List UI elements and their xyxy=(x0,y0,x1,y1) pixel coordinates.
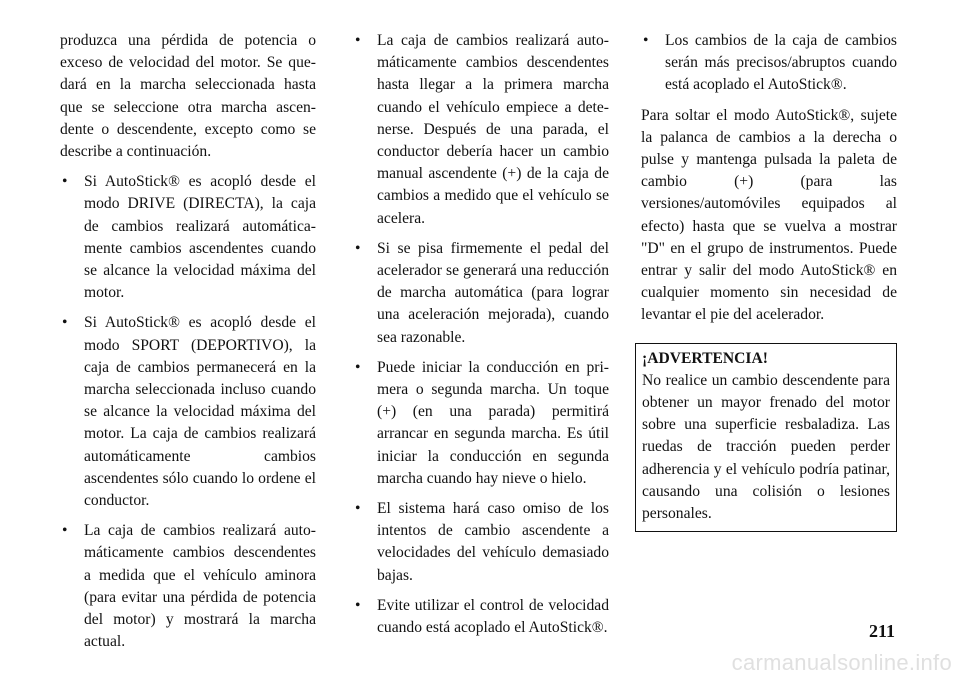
bullet-item: • Si se pisa firmemente el pedal del acelerador se generará una reducción de marcha automática (para lograr una aceleración mejorada), cuando sea razonable. xyxy=(353,238,609,349)
text-column-left xyxy=(60,30,316,661)
watermark: carmanualsonline.info xyxy=(731,650,952,675)
bullet-item: • Si AutoStick® es acopló desde el modo DRIVE (DIRECTA), la caja de cambios realizará automáticamente cambios ascendentes cuando se alcance la velocidad máxima del motor. xyxy=(60,171,316,304)
bullet-list-right xyxy=(641,30,897,97)
bullet-list-middle xyxy=(353,30,609,639)
bullet-item: • El sistema hará caso omiso de los intentos de cambio ascendente a velocidades del vehículo demasiado bajas. xyxy=(353,498,609,587)
bullet-item: • La caja de cambios realizará automáticamente cambios descendentes a medida que el vehículo aminora (para evitar una pérdida de potencia del motor) y mostrará la marcha actual. xyxy=(60,520,316,653)
warning-text: No realice un cambio descendente para obtener un mayor frenado del motor sobre una superficie resbaladiza. Las ruedas de tracción pueden perder adherencia y el vehículo podría patinar, causando una colisión o lesiones personales. xyxy=(642,371,890,523)
intro-paragraph: produzca una pérdida de potencia o exceso de velocidad del motor. Se quedará en la marcha seleccionada hasta que se seleccione otra marcha ascendente o descendente, excepto como se describe a continuación. xyxy=(60,32,316,161)
autostick-release-paragraph: Para soltar el modo AutoStick®, sujete la palanca de cambios a la derecha o pulse y mantenga pulsada la paleta de cambio (+) (para las versiones/automóviles equipados al efecto) hasta que se vuelva a mostrar "D" en el grupo de instrumentos. Puede entrar y salir del modo AutoStick® en cualquier momento sin necesidad de levantar el pie del acelerador. xyxy=(641,106,897,324)
bullet-item: • Los cambios de la caja de cambios serán más precisos/abruptos cuando está acoplado el AutoStick®. xyxy=(641,30,897,97)
bullet-item: • Puede iniciar la conducción en primera o segunda marcha. Un toque (+) (en una parada) permitirá arrancar en segunda marcha. Es útil iniciar la conducción en segunda marcha cuando hay nieve o hielo. xyxy=(353,357,609,490)
text-column-middle xyxy=(353,30,609,647)
bullet-list-left xyxy=(60,171,316,653)
bullet-item: • Si AutoStick® es acopló desde el modo SPORT (DEPORTIVO), la caja de cambios permanecerá en la marcha seleccionada incluso cuando se alcance la velocidad máxima del motor. La caja de cambios realizará automáticamente cambios ascendentes sólo cuando lo ordene el conductor. xyxy=(60,312,316,512)
text-column-right xyxy=(641,30,897,532)
page-number: 211 xyxy=(868,621,895,641)
warning-title: ¡ADVERTENCIA! xyxy=(642,349,768,367)
bullet-item: • Evite utilizar el control de velocidad cuando está acoplado el AutoStick®. xyxy=(353,595,609,639)
warning-box xyxy=(635,343,897,533)
bullet-item: • La caja de cambios realizará automáticamente cambios descendentes hasta llegar a la primera marcha cuando el vehículo empiece a detenerse. Después de una parada, el conductor debería hacer un cambio manual ascendente (+) de la caja de cambios a medido que el vehículo se acelera. xyxy=(353,30,609,230)
